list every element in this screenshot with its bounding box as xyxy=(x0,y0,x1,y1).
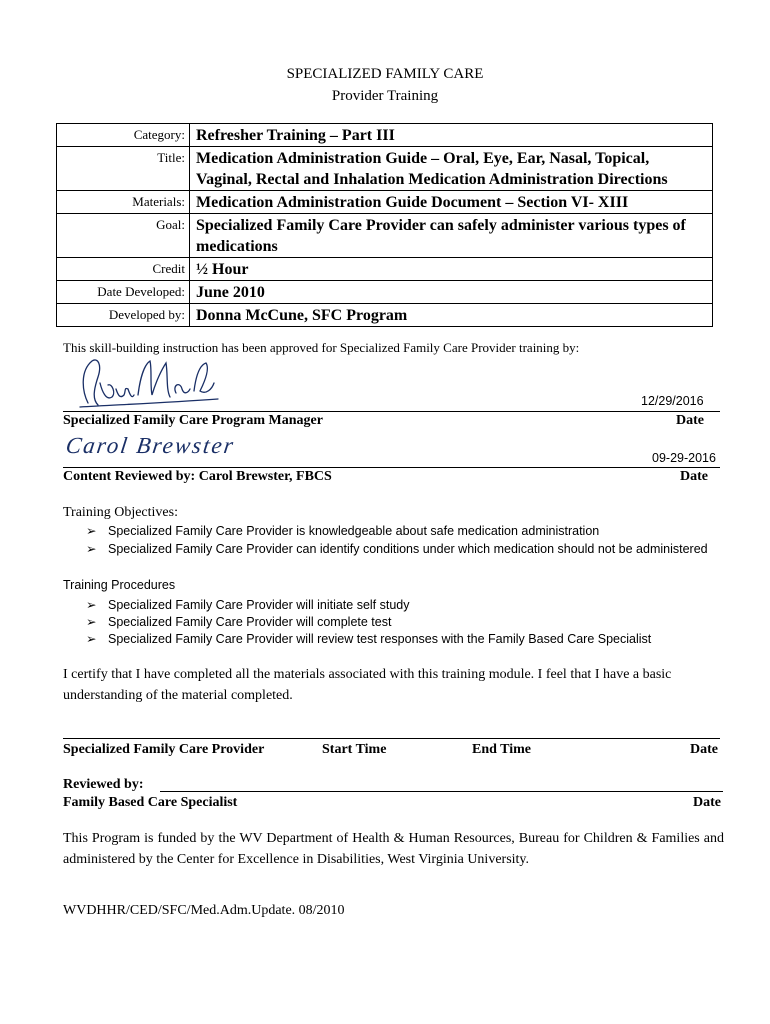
list-item xyxy=(86,631,651,646)
procedure-text: Specialized Family Care Provider will complete test xyxy=(108,615,392,629)
list-item xyxy=(86,597,410,612)
document-header-subtitle: Provider Training xyxy=(331,88,439,104)
reviewer-signature-line xyxy=(63,467,720,468)
category-value: Refresher Training – Part III xyxy=(190,124,713,147)
table-row xyxy=(57,258,713,281)
manager-signature-line xyxy=(63,411,720,412)
reviewer-signature-image: Carol Brewster xyxy=(64,433,237,458)
procedure-text: Specialized Family Care Provider will review test responses with the Family Based Care Specialist xyxy=(108,632,652,646)
materials-label: Materials: xyxy=(57,191,190,214)
manager-date-label: Date xyxy=(676,413,704,428)
reviewed-by-line[interactable] xyxy=(160,791,723,792)
approval-statement: This skill-building instruction has been approved for Specialized Family Care Provider training by: xyxy=(63,340,580,355)
table-row xyxy=(57,124,713,147)
date-developed-label: Date Developed: xyxy=(57,281,190,304)
manager-role-label: Specialized Family Care Program Manager xyxy=(63,413,323,428)
credit-label: Credit xyxy=(57,258,190,281)
goal-label: Goal: xyxy=(57,214,190,258)
reviewed-by-label: Reviewed by: xyxy=(63,777,144,792)
reviewer-role-label: Content Reviewed by: Carol Brewster, FBCS xyxy=(63,469,332,484)
reviewer-sign-date: 09-29-2016 xyxy=(652,451,716,465)
title-value: Medication Administration Guide – Oral, Eye, Ear, Nasal, Topical, Vaginal, Rectal and Inhalation Medication Administration Directions xyxy=(190,147,713,191)
arrow-bullet-icon: ➢ xyxy=(86,598,97,612)
manager-signature-image xyxy=(72,355,222,413)
specialist-label: Family Based Care Specialist xyxy=(63,795,238,810)
document-code: WVDHHR/CED/SFC/Med.Adm.Update. 08/2010 xyxy=(63,903,345,918)
reviewer-date-label: Date xyxy=(680,469,708,484)
table-row xyxy=(57,281,713,304)
developed-by-value: Donna McCune, SFC Program xyxy=(190,304,713,327)
arrow-bullet-icon: ➢ xyxy=(86,615,97,629)
arrow-bullet-icon: ➢ xyxy=(86,524,97,538)
list-item xyxy=(86,541,708,556)
table-row xyxy=(57,214,713,258)
goal-value: Specialized Family Care Provider can safely administer various types of medications xyxy=(190,214,713,258)
start-time-label: Start Time xyxy=(322,742,387,757)
reviewer-sign-date-label: Date xyxy=(693,795,721,810)
provider-label: Specialized Family Care Provider xyxy=(63,742,265,757)
provider-signature-line[interactable] xyxy=(63,738,720,739)
procedures-title: Training Procedures xyxy=(63,578,176,592)
materials-value: Medication Administration Guide Document – Section VI- XIII xyxy=(190,191,713,214)
document-header-org: SPECIALIZED FAMILY CARE xyxy=(286,66,484,82)
developed-by-label: Developed by: xyxy=(57,304,190,327)
title-label: Title: xyxy=(57,147,190,191)
objective-text: Specialized Family Care Provider can identify conditions under which medication should not be administered xyxy=(108,542,708,556)
certification-statement: I certify that I have completed all the materials associated with this training module. I feel that I have a basic understanding of the material completed. xyxy=(63,667,672,703)
list-item xyxy=(86,614,391,629)
category-label: Category: xyxy=(57,124,190,147)
provider-date-label: Date xyxy=(690,742,718,757)
objective-text: Specialized Family Care Provider is knowledgeable about safe medication administration xyxy=(108,524,600,538)
table-row xyxy=(57,147,713,191)
funding-statement: This Program is funded by the WV Department of Health & Human Resources, Bureau for Children & Families and administered by the Center for Excellence in Disabilities, West Virginia University. xyxy=(63,831,724,867)
arrow-bullet-icon: ➢ xyxy=(86,632,97,646)
list-item xyxy=(86,523,599,538)
table-row xyxy=(57,191,713,214)
objectives-title: Training Objectives: xyxy=(63,505,178,520)
table-row xyxy=(57,304,713,327)
arrow-bullet-icon: ➢ xyxy=(86,542,97,556)
manager-sign-date: 12/29/2016 xyxy=(641,394,704,408)
end-time-label: End Time xyxy=(472,742,532,757)
credit-value: ½ Hour xyxy=(190,258,713,281)
procedure-text: Specialized Family Care Provider will initiate self study xyxy=(108,598,410,612)
date-developed-value: June 2010 xyxy=(190,281,713,304)
training-info-table xyxy=(56,123,713,327)
